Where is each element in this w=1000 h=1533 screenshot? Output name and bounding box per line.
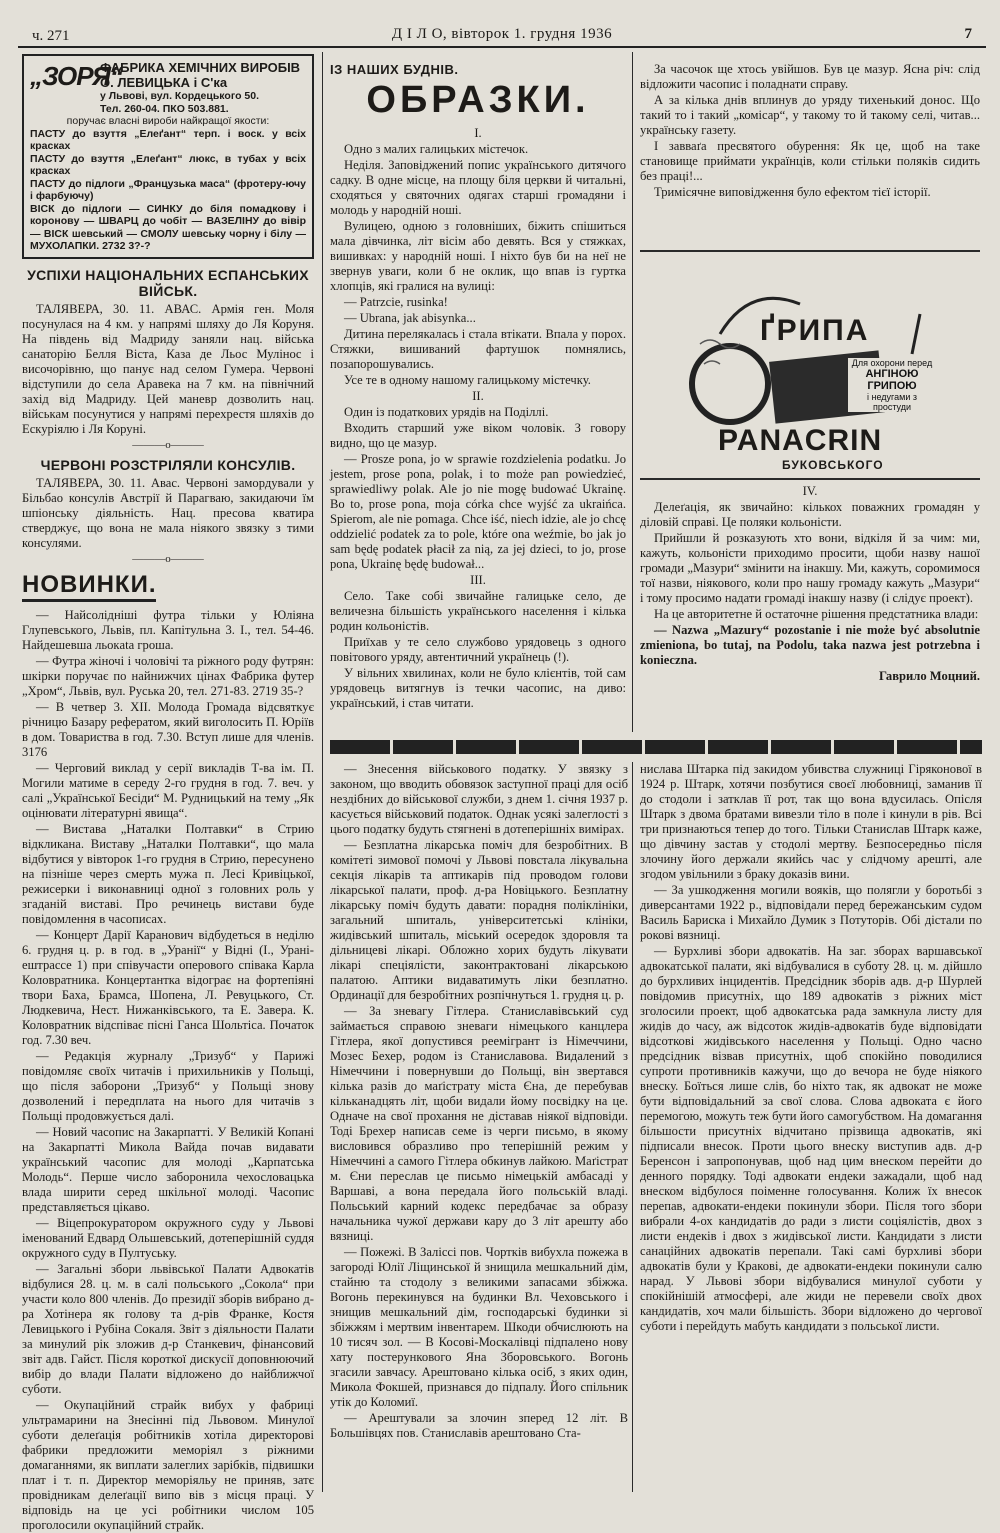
news-item: — Вистава „Наталки Полтавки“ в Стрию відкликана. Виставу „Наталки Полтавки“, що мала відбутися у вівторок 1-го грудня в Стрию, пересунено на пізніше через смерть мужа п. Лесі Кривіцької, режисерки і виконавниці одної з головних роль у згаданій виставі. Про речинець вистави буде повідомлення в часописах. (22, 821, 314, 926)
news-item: — В четвер 3. XII. Молода Громада відсвяткує річницю Базару рефератом, який виголосить П. Юріїв в дом. Товариства в год. 7.30. Вступ лише для членів. 3176 (22, 699, 314, 759)
separator: ———о——— (132, 438, 204, 451)
author-signature: Гаврило Моцний. (879, 669, 980, 683)
ad-line: ПАСТУ до взуття „Елеґант“ люкс, в тубах у всіх красках (30, 152, 306, 177)
column-rule (322, 52, 323, 1492)
section-number: II. (472, 389, 484, 403)
feature-text: Неділя. Заповіджений попис українського дитячого садку. В одне місце, на площу біля церкви й читальні, сходяться у святочних одягах старші громадяни і молодь у народній ноші. (330, 158, 626, 217)
feature-text: — Nazwa „Mazury“ pozostanie i nie może być absolutnie zmieniona, bo tutaj, na Podolu, taka nazwa jest potrzebna i konieczna. (640, 623, 980, 667)
ad-firm-line1: ФАБРИКА ХЕМІЧНИХ ВИРОБІВ (100, 60, 301, 75)
feature-text: За часочок ще хтось увійшов. Був це мазур. Ясна річ: слід відложити часопис і поладнати справу. (640, 62, 980, 91)
feature-text: Дитина перелякалась і стала втікати. Впала у порох. Стяжки, вишиваний фартушок помнялись, позапорошувались. (330, 327, 626, 371)
article-text: ТАЛЯВЕРА, 30. 11. АВАС. Армія ген. Моля посунулася на 4 км. у напрямі шляху до Ля Коруня. На південь від Мадриду заняли нац. війська санаторію Белля Віста, Каза де Льос Муліноc і височорівню, що панує над селом Гумера. Червоні відступили до села Аравека на 7 км. на північний захід від Мадриду. Цей маневр дозволить нац. військам посунутися у напрямі перехрестя шляхів до Ескуріялю і Ля Коруні. (22, 301, 314, 436)
page-header (18, 22, 986, 48)
news-item: — Найсолідніші футра тільки у Юліяна Глупевського, Львів, пл. Капітульна 3. І., тел. 54-46. Найдешевша льокata гроша. (22, 607, 314, 652)
masthead-date: Д І Л О, вівторок 1. грудня 1936 (391, 26, 613, 42)
news-item: — Новий часопис на Закарпатті. У Великій Копані на Закарпатті Микола Вайда почав видавати український часопис для молоді „Карпатська Молодь“. Перше число заборонила чехословацька влада ширити серед шкільної молоді. Часопис представляється цікаво. (22, 1124, 314, 1214)
section-number: IV. (802, 484, 818, 498)
feature-text: Одно з малих галицьких містечок. (344, 142, 529, 156)
ad-title: ҐРИПА (760, 314, 870, 347)
page-number: 7 (964, 26, 972, 42)
column-news-middle (330, 762, 628, 1487)
column-news-right (640, 762, 982, 1487)
news-item: нислава Штарка під закидом убивства служниці Гіряконової в 1924 р. Штарк, хотячи позбутися своєї любовниці, заманив її до стодоли і затклав її рот, так що вона вдусилась. Опісля Штарк з двома братами вивезли тіло в поле і кинули в рів. Всі три признаються тепер до того. Тільки Станислав Штарк каже, що дівчину застав у стодолі мертву. Безпосередньо після злочину його держали якийсь час у слідчому арешті, але згодом увільнили з браку доказів вини. (640, 762, 982, 881)
article-title-consuls: ЧЕРВОНІ РОЗСТРІЛЯЛИ КОНСУЛІВ. (40, 456, 296, 473)
column-rule (632, 762, 633, 1492)
section-title-novynky: НОВИНКИ. (22, 571, 156, 602)
ad-panacrin (690, 274, 940, 474)
ad-sub2: АНГІНОЮ (865, 368, 919, 380)
news-item: — За ушкодження могили вояків, що полягли у боротьбі з диверсантами 1922 р., відповідали перед бережанським судом Василь Бариска і Михайло Думик з Потуторів. Обі дістали по рокові вязниці. (640, 883, 982, 942)
feature-text: На це авторитетне й остаточне рішення предстатника влади: (654, 607, 979, 621)
ad-line: ВІСК до підлоги — СИНКУ до біля помадкову і короновy — ШВАРЦ до чобіт — ВАЗЕЛІНУ до вівір — ВІСК шевський — СМОЛУ шевську чорну і білу — МУХОЛАПКИ. 2732 3?-? (30, 202, 306, 252)
ad-address: у Львові, вул. Кордецького 50. (100, 90, 259, 102)
feature-text: — Ubrana, jak abisynka... (344, 311, 476, 325)
feature-text: Тримісячне виповідження було ефектом тієї історії. (654, 185, 931, 199)
separator: ———о——— (132, 552, 204, 565)
feature-text: Прийшли й розказують хто вони, відкіля й за чим: ми, кажуть, кольоністи приходимо просити, щоби назву нашої громади „Мазури“ змінити на інакшу. Ми, кажуть, соромимося тої назви, ніякового, коли про нашу громаду кажуть „Мазури“ і тому просимо надати громаді інакшу назву (і слідує проект). (640, 531, 980, 605)
ad-brand: PANACRIN (718, 424, 883, 457)
feature-text: — Patrzcie, rusinka! (344, 295, 448, 309)
feature-title: ОБРАЗКИ. (366, 79, 590, 121)
column-obrazky (330, 62, 626, 720)
news-item: — Безплатна лікарська поміч для безробітних. В комітеті зимової помочі у Львові повстала лікувальна секція лікарів та аптикарів під проводом голови лікарської палати, проф. д-ра Новіцького. Безплатну лікарську поміч будуть давати: порадня поліклініки, загальний шпиталь, університетські клініки, жидівський шпиталь, міський осередок здоровля та дільницеві лікарі. Обложно хорих будуть лікувати лікарі спеціялісти, законтрактовані лікарською палатою. Аптики видаватимуть ліки безплатно. Ординації для безробітних розпічнуться 1. грудня ц. р. (330, 838, 628, 1002)
ad-border-top (640, 250, 980, 252)
ad-firm-line2: О. ЛЕВИЦЬКА і С'ка (100, 75, 228, 90)
news-item: — Футра жіночі і чоловічі та ріжного роду футрян: шкірки поручає по найнижчих цінах Фабрика футер „Хром“, Львів, вул. Руська 20, тел. 271-83. 2719 35-? (22, 653, 314, 698)
news-item: — Бурхливі збори адвокатів. На заг. зборах варшавської адвокатської палати, які відбувалися в суботу 28. ц. м. дійшло до бурхливих інцидентів. Предсідник зборів адв. д-р Шурлей повідомив присутніх, що 189 адвокатів з ріжних міст зголосили проект, щоб адвокатська рада замкнула листу для жидів до часу, аж відсоток жидів-адвокатів буде відповідати відсоткові жидівського населення у Польщі. Одно часно предсідник візвав присутніх, щоб спокійно поводилися супроти противників кажучи, що до вечора не буде ніякого внеску. Боїться лише слів, бо ніхто так, як адвокат не може бути відповідальний за свої слова. Слова адвоката є його перемогою, можуть теж бути його самогубством. На домагання більшости присутніх відчитано прізвища адвокатів, які підписали внесок. Проти цього внеску виступив адв. д-р Беренсон і запропонував, щоб над цим внеском перейти до денного порядку. Тоді адвокати ендеки зажадали, щоб над внеском відбулося поіменне голосування. Колиж їх внесок перепав, адвокати-ендеки покинули збори. Після того збори вибрали 4-ох кандидатів до ради з листи соціялістів, двох з листи ендеків і двох з жидівської листи. Кандидати з листи санаційних адвокатів перепали. Такі самі бурхливі збори адвокатів були у Кракові, де адвокати-ендеки покинули салю нарад. У Львові збори відбувалися минулої суботи у спокійнішій атмосфері, але жиди не перевели своїх двох кандидатів, хоч мали більшість. Збори відложено до чергової суботи і перейдуть мабуть кандидати з польської листи. (640, 944, 982, 1333)
feature-text: Вулицею, одною з головніших, біжить спішиться мала дівчинка, літ вісім або девять. Вся у стяжках, вишивках: у народній ноші. І ніхто був би на неї не звернув уваги, коли б не оклик, що впав із гуртка хлопців, які гралися на вулиці: (330, 219, 626, 293)
section-number: III. (470, 573, 486, 587)
ad-line: поручає власні вироби найкращої якости: (66, 115, 270, 127)
news-item: — Загальні збори львівської Палати Адвокатів відбулися 28. ц. м. в салі польського „Сокола“ при участи коло 800 членів. До президії зборів вибрано д-ра Хотінера як голову та д-рів Франке, Костя Левицького і Рубіна Сокаля. Звіт з діяльности Палати за минулий рік зложив д-р Станкевич, фінансовий звіт адв. Гайст. Після короткої дискусії доповнюючий вибір до влади Палати відложено до найближчої суботи. (22, 1261, 314, 1396)
ad-phone: Тел. 260-04. ПКО 503.881. (100, 102, 229, 115)
feature-text: Село. Таке собі звичайне галицьке село, де величезна більшість українського населення і кілька родин кольоністів. (330, 589, 626, 633)
news-item: — Концерт Дарії Каранович відбудеться в неділю 6. грудня ц. р. в год. в „Уранії“ у Відні (І., Ураніештрассе 1) при співучасти оперового співака Карла Коловратника. Концертантка відограє на фортепіяні твори Баха, Брамса, Шопена, Л. Ревуцького, Ст. Людкевича, Нест. Нижанківського, та Е. Завера. К. Коловратник відспіває пісні Ганса Шольтіса. Початок год. 7.30 веч. (22, 927, 314, 1047)
feature-text: Усе те в одному нашому галицькому містечку. (344, 373, 591, 387)
ad-subtext (848, 358, 936, 412)
ad-border-bottom (640, 478, 980, 480)
zorya-logo: „ЗОРЯ“ (30, 61, 122, 91)
ad-sub1: Для охорони перед (851, 358, 933, 368)
feature-text: — Prosze pona, jo w sprawie rozdzielenia podatku. Jo jestem, prose pona, polak, i to może pan powiedzieć, sprawiedliwy polak. Ale jo nie mogę budować Ukrainę. Bo to, prose pona, moja córka chce wyjść za ukraińca. Spierom, ale nie pomaga. Chce iść, niech idzie, ale jo chcę oddzielić podatek za to pole, które ona weźmie, bo jak jo sam będę podatek płacił za nią, za jej dzieci, to jo, prose pona, Ukrainę będę budował... (330, 452, 626, 571)
section-kicker: ІЗ НАШИХ БУДНІВ. (330, 62, 459, 77)
news-item: — Окупаційний страйк вибух у фабриці ультрамарини на Знесінні під Львовом. Минулої суботи делеґація робітників хотіла директорові фабрики предложити меморіял з ріжними домаганнями, як виплати залеглих зарібків, підвишки плат і т. п. Директор меморіяльу не приняв, затє провідникам делеґації випо вів з місця праці. У відповідь на це усі робітники числом 105 проголосили окупаційний страйк. (22, 1397, 314, 1532)
column-obrazky-iv (640, 484, 980, 724)
feature-text: А за кілька днів вплинув до уряду тихенький донос. Що такий то і такий „комісар“, у такому то й такому селі, читав... українську газету. (640, 93, 980, 137)
feature-text: І завваґа пресвятого обурення: Як це, щоб на таке становище приймати українців, коли стільки поляків сидить без праці!... (640, 139, 980, 183)
ad-zorya (22, 54, 314, 259)
section-divider-bar (330, 740, 982, 754)
news-item: — За зневагу Гітлера. Станиславівський суд займається справою зневаги німецького канцлера Гітлера, якої допустився реемігрант із Німеччини, Мозес Бехер, родом із Станиславова. Видалений з Німеччини і повернувши до Польщі, він звертався кілька разів до маґістрату міста Єна, де перебував кільканадцять літ, щоби видали йому посвідку на це. Одначе на свої прохання не діставав ніякої відповіди. Тоді Брехер написав семе із черги письмо, в якому висловився образливо про теперішній режим у Німеччині а самого Гітлера обкинув лайкою. Маґістрат м. Єни переслав це письмо німецькій амбасаді у Варшаві, а вона передала його польській владі. Польський карний кодекс передбачає за образу начальника чужої держави кару до 3 літ арешту або вязниці. (330, 1004, 628, 1243)
news-item: — Редакція журналу „Тризуб“ у Парижі повідомляє своїх читачів і прихильників у Польщі, що після заборони „Тризуб“ у Польщі знову дозволений і передплата на нього для читачів з Польщі продовжується далі. (22, 1048, 314, 1123)
feature-text: Один із податкових урядів на Поділлі. (344, 405, 549, 419)
feature-text: Приїхав у те село службово урядовець з одного повітового уряду, автентичний українець (!). (330, 635, 626, 664)
issue-number: ч. 271 (32, 28, 70, 44)
feature-text: Входить старший уже віком чоловік. З говору видно, що це мазур. (330, 421, 626, 450)
ad-sub3: ГРИПОЮ (867, 380, 917, 392)
news-item: — Пожежі. В Заліссі пов. Чортків вибухла пожежа в загороді Юлії Ліщинської й знищила мешкальний дім, стайню та стодолу з великими запасами збіжжа. Вогонь перекинувся на будинки Вл. Чеховського і знищив мешкальний дім, господарські будинки зі збіжжям і мертвим інвентарем. Шкоди обчислюють на 10 тисяч зол. — В Косові-Москалівці підпалено нову хату постерункового Яна Зборовського. Вогонь згасили завчасу. Арештовано кілька осіб, з яких один, Микола Фокшей, признався до підпалу. Його спільник утік до Коломиї. (330, 1245, 628, 1409)
article-text: ТАЛЯВЕРА, 30. 11. Авас. Червоні замордували у Більбао консулів Австрії й Парагваю, закидаючи їм шпіонську діяльність. Нац. пресова кватира стверджує, що вона не мала ніякого звязку з тими консулями. (22, 475, 314, 550)
column-obrazky-cont (640, 62, 980, 242)
news-item: — Арештували за злочин зперед 12 літ. В Большівцях пов. Станиславів арештовано Ста- (330, 1411, 628, 1440)
news-item: — Черговий виклад у серії викладів Т-ва ім. П. Могили матиме в середу 2-го грудня в год. 7. веч. у салі „Української Бесіди“ М. Рудницький на тему „Як оцінювати літературні явища“. (22, 760, 314, 820)
news-item: — Віцепрокуратором окружного суду у Львові іменований Едвард Ольшевський, дотеперішній суддя окружного суду в Пултуську. (22, 1215, 314, 1260)
feature-text: У вільних хвилинах, коли не було клієнтів, той сам урядовець витягнув із течки часопис, на диво: український, і став читати. (330, 666, 626, 710)
article-title-spain: УСПІХИ НАЦІОНАЛЬНИХ ЕСПАНСЬКИХ ВІЙСЬК. (27, 266, 309, 299)
ad-sub4: і недугами з простуди (867, 392, 917, 412)
ad-maker: БУКОВСЬКОГО (782, 458, 884, 472)
column-rule (632, 52, 633, 732)
ad-line: ПАСТУ до підлоги „Французька маса“ (фротеру-ючу і фарбуючу) (30, 177, 306, 202)
feature-text: Делеґація, як звичайно: кількох поважних громадян у діловій справі. Це поляки кольоністи. (640, 500, 980, 529)
column-left (22, 54, 314, 1532)
news-item: — Знесення військового податку. У звязку з законом, що вводить обовязок заступної праці для осіб нездібних до військової служби, з днем 1. січня 1937 р. касується військовий податок. Однак усякі залеглості з цього податку будуть стягнені в дотеперішніх вимірах. (330, 762, 628, 836)
section-number: І. (474, 126, 482, 140)
ad-line: ПАСТУ до взуття „Елеґант“ терп. і воск. у всіх красках (30, 127, 306, 152)
newspaper-page (18, 22, 986, 1532)
